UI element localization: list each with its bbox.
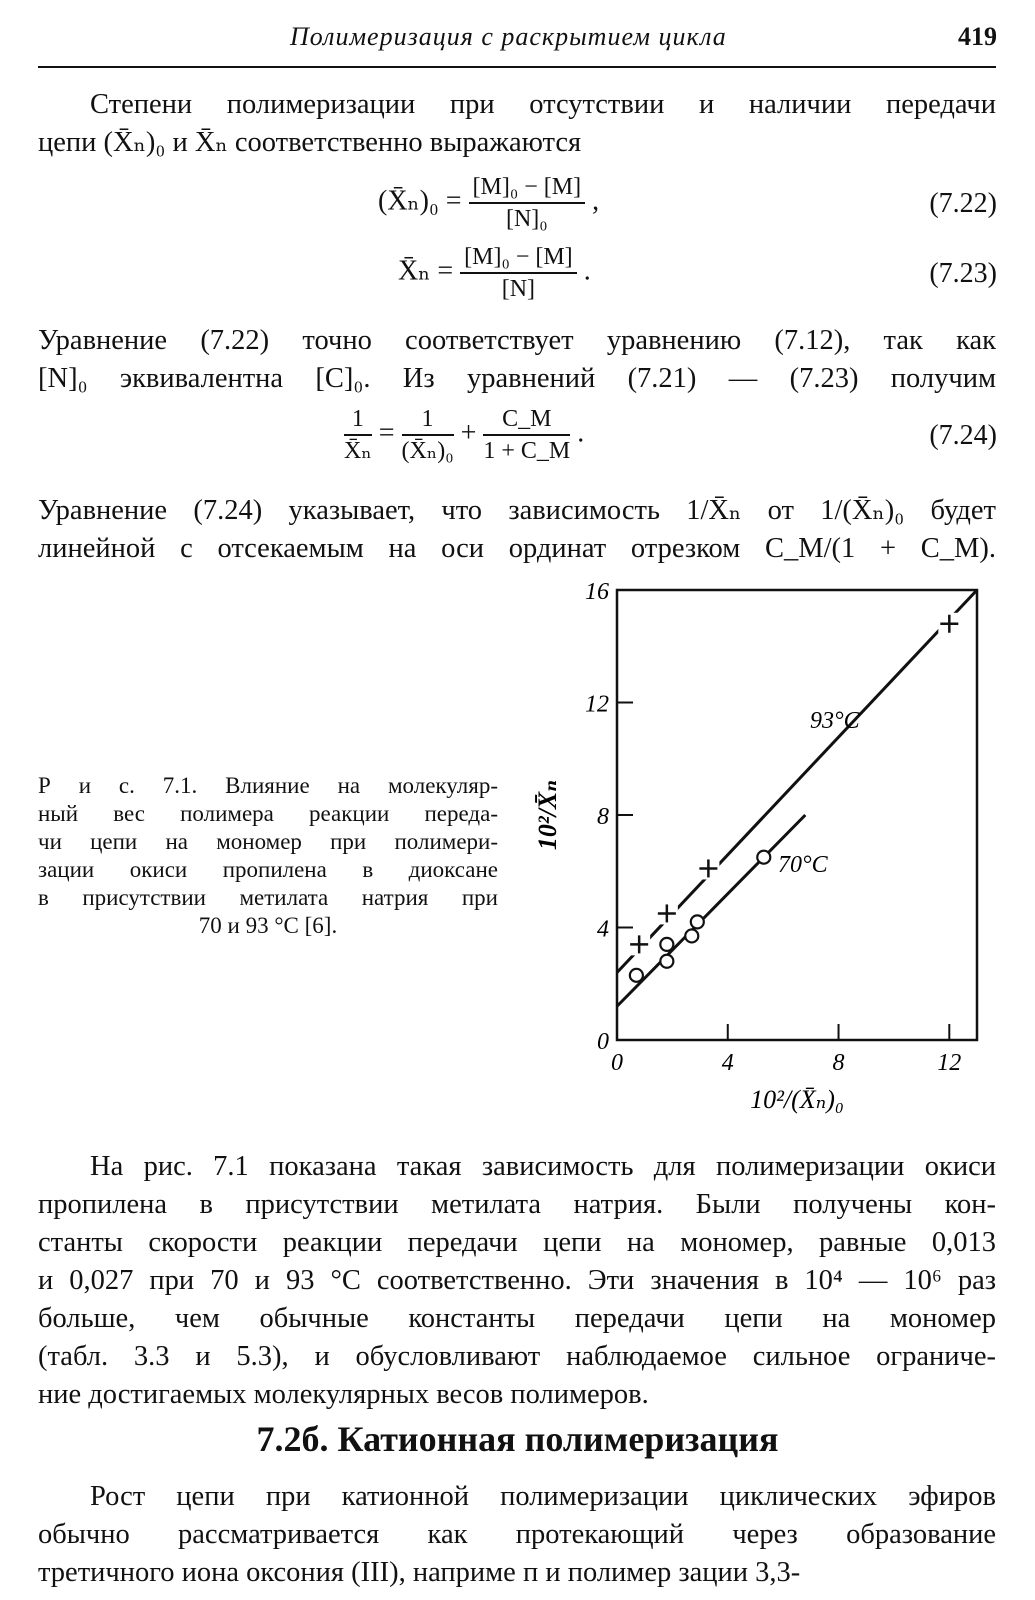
- paragraph-4: [38, 1148, 996, 1186]
- series-label-93c: 93°C: [810, 708, 860, 734]
- paragraph-3-line-2: линейной с отсекаемым на оси ординат отрезком C_M/(1 + C_M).: [38, 533, 996, 564]
- section-heading: 7.2б. Катионная полимеризация: [256, 1419, 779, 1459]
- point-circle-s1-1: [660, 955, 673, 968]
- running-header-title: Полимеризация с раскрытием цикла: [290, 22, 727, 51]
- eq723-numerator: [M]₀ − [M]: [460, 242, 577, 274]
- point-circle-s1-3: [685, 929, 698, 942]
- x-tick-label-4: 4: [721, 1050, 734, 1076]
- paragraph-5-line-3: третичного иона оксония (III), наприме п и полимер зации 3,3-: [38, 1557, 801, 1588]
- eq722-lhs: (X̄ₙ)₀ =: [378, 185, 462, 217]
- y-tick-label-8: 8: [597, 804, 609, 830]
- eq724-fraction-3: [483, 404, 570, 466]
- point-circle-s1-2: [660, 938, 673, 951]
- paragraph-4-line-4: и 0,027 при 70 и 93 °С соответственно. Эти значения в 10⁴ — 10⁶ раз: [38, 1265, 996, 1296]
- equation-7-24: [344, 404, 584, 466]
- y-axis-label: 10²/X̄ₙ: [533, 779, 562, 851]
- eq724-f2-denominator: (X̄ₙ)₀: [401, 438, 454, 464]
- x-axis-label: 10²/(X̄ₙ)₀: [750, 1085, 844, 1114]
- paragraph-4-line-6: (табл. 3.3 и 5.3), и обусловливают наблюдаемое сильное ограниче-: [38, 1341, 996, 1372]
- equation-7-22: [378, 172, 599, 234]
- header-rule: [38, 66, 996, 68]
- paragraph-5-line-2: обычно рассматривается как протекающий через образование: [38, 1519, 996, 1550]
- paragraph-1: [38, 86, 996, 124]
- axis-ticks: [585, 580, 961, 1076]
- eq723-fraction: [460, 242, 577, 304]
- paragraph-4-line-5: больше, чем обычные константы передачи цепи на мономер: [38, 1303, 996, 1334]
- data-points: [628, 613, 960, 982]
- eq724-plus: +: [460, 417, 477, 449]
- caption-line-4: зации окиси пропилена в диоксане: [38, 857, 498, 882]
- equation-7-23: [398, 242, 591, 304]
- eq724-f3-numerator: C_M: [483, 404, 570, 436]
- caption-line-3: чи цепи на мономер при полимери-: [38, 829, 498, 854]
- figure-7-1-chart: [520, 580, 1010, 1120]
- eq724-f1-denominator: X̄ₙ: [344, 438, 372, 464]
- figure-caption: [38, 772, 498, 940]
- eq722-numerator: [M]₀ − [M]: [469, 172, 586, 204]
- eq724-f2-numerator: 1: [402, 404, 454, 436]
- paragraph-2-line-2: [N]₀ эквивалентна [C]₀. Из уравнений (7.21) — (7.23) получим: [38, 363, 996, 394]
- x-tick-label-0: 0: [611, 1050, 623, 1076]
- eq722-fraction: [469, 172, 586, 234]
- point-circle-s1-0: [630, 969, 643, 982]
- paragraph-1-line-1: Степени полимеризации при отсутствии и наличии передачи: [90, 89, 996, 120]
- x-tick-label-8: 8: [832, 1050, 845, 1076]
- y-tick-label-0: 0: [597, 1029, 609, 1055]
- point-circle-s1-4: [691, 915, 704, 928]
- paragraph-5-line-1: Рост цепи при катионной полимеризации циклических эфиров: [90, 1481, 996, 1512]
- caption-line-2: ный вес полимера реакции переда-: [38, 801, 498, 826]
- fit-line-series-1: [617, 815, 805, 1006]
- series-label-70c: 70°C: [778, 852, 828, 878]
- paragraph-2-line-1: Уравнение (7.22) точно соответствует уравнению (7.12), так как: [38, 325, 996, 356]
- caption-line-1: Р и с. 7.1. Влияние на молекуляр-: [38, 773, 498, 798]
- eq723-tail: .: [583, 255, 591, 287]
- caption-line-5: в присутствии метилата натрия при: [38, 885, 498, 910]
- plot-frame: [617, 590, 977, 1040]
- y-tick-label-16: 16: [585, 580, 609, 605]
- paragraph-1-line-2: цепи (X̄ₙ)₀ и X̄ₙ соответственно выражаются: [38, 127, 582, 158]
- paragraph-4-cont: [38, 1186, 996, 1414]
- equation-number-7-22: (7.22): [929, 188, 997, 219]
- paragraph-2: [38, 322, 996, 398]
- eq724-f1-numerator: 1: [344, 404, 372, 436]
- paragraph-1-cont: [38, 124, 996, 162]
- equation-number-7-23: (7.23): [929, 258, 997, 289]
- paragraph-3-line-1: Уравнение (7.24) указывает, что зависимость 1/X̄ₙ от 1/(X̄ₙ)₀ будет: [38, 495, 996, 526]
- eq723-lhs: X̄ₙ =: [398, 255, 454, 287]
- caption-line-6: 70 и 93 °С [6].: [198, 913, 338, 938]
- paragraph-5: [38, 1478, 996, 1516]
- paragraph-3: [38, 492, 996, 568]
- eq724-f3-denominator: 1 + C_M: [483, 438, 571, 464]
- equation-number-7-24: (7.24): [929, 420, 997, 451]
- paragraph-5-cont: [38, 1516, 996, 1592]
- eq722-denominator: [N]₀: [505, 206, 548, 232]
- point-circle-s1-5: [757, 851, 770, 864]
- x-tick-label-12: 12: [937, 1050, 962, 1076]
- eq724-equals: =: [378, 417, 395, 449]
- page-number: 419: [958, 22, 997, 51]
- paragraph-4-line-1: На рис. 7.1 показана такая зависимость для полимеризации окиси: [90, 1151, 996, 1182]
- paragraph-4-line-2: пропилена в присутствии метилата натрия. Были получены кон-: [38, 1189, 996, 1220]
- paragraph-4-line-7: ние достигаемых молекулярных весов полимеров.: [38, 1379, 649, 1410]
- eq722-tail: ,: [592, 185, 600, 217]
- eq724-tail: .: [577, 417, 585, 449]
- y-tick-label-12: 12: [585, 691, 609, 718]
- eq723-denominator: [N]: [501, 276, 536, 302]
- paragraph-4-line-3: станты скорости реакции передачи цепи на мономер, равные 0,013: [38, 1227, 996, 1258]
- eq724-fraction-2: [402, 404, 454, 466]
- eq724-fraction-1: [344, 404, 372, 466]
- y-tick-label-4: 4: [597, 916, 609, 943]
